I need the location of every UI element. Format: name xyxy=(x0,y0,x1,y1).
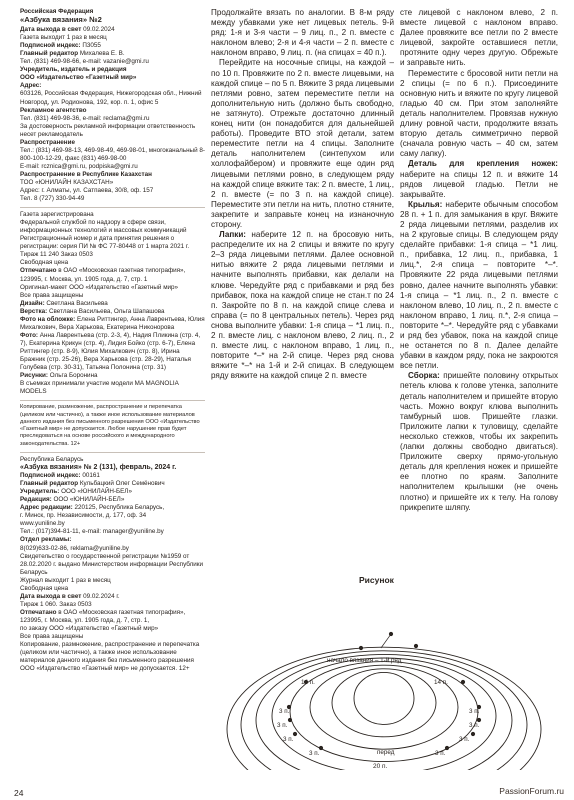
paragraph-text: наберите 12 п. на бросовую нить, распределите их на 2 спицы и вяжите по кругу 2–3 ряда лицевыми петлями. Далее основной нитью вяжите 2 ряда лицевыми петлями и начните выполнять прибавки, как делали на клюве. Чередуйте ряд с прибавками и ряд без прибавок, пока на каждой спице не стан.т по 24 п. Закройте по 8 п. на каждой спице слева и справа (= по 8 центральных петель). Через ряд снова выполните убавки: 1-я спица – *1 лиц. п., 2 п. вместе лиц. с наклоном влево, 2 лиц. п., 2 п. вместе лиц. с наклоном вправо, 1 лиц. п., повторите *–* на 2-й спице. Через ряд снова вяжите *–* на 1-й и 2-й спицах. В следующем ряду вяжите на каждой спице 2 п. вместе xyxy=(211,230,394,381)
imprint-line-label: Фото: xyxy=(20,331,39,339)
imprint-line xyxy=(20,520,205,528)
imprint-line-text: 00161 xyxy=(80,472,100,480)
imprint-line xyxy=(20,504,205,512)
credits xyxy=(20,300,205,380)
imprint-line-label: Рисунки: xyxy=(20,372,48,380)
diagram-title: Рисунок xyxy=(359,575,394,585)
imprint-line xyxy=(20,179,205,187)
paragraph-text: наберите обычным способом 28 п. + 1 п. для замыкания в круг. Вяжите 2 ряда лицевыми петлями, разделив их на 2 круговые спицы. В следующем ряду сделайте прибавки: 1-я спица – *1 лиц. п., прибавка, 12 лиц. п., прибавка, 1 лиц.*, 2-я спица – повторите *–*. Провяжите 22 ряда лицевыми петлями ровно, далее начните выполнять убавки: 1-я спица – *1 лиц. п., 2 п. вместе с наклоном влево, 10 лиц. п., 2 п. вместе с наклоном вправо, 1 лиц. п.*, 2-я спица – повторите *–*. Чередуйте ряд с убавками и ряд без убавок, пока на каждой спице не останется по 8 п. Далее делайте убавки в каждом ряду, пока не закроются все петли. xyxy=(400,199,558,371)
paragraph-heading: Крылья: xyxy=(408,199,443,209)
imprint-line-label: Учредитель: xyxy=(20,488,60,496)
imprint-line-label: Главный редактор xyxy=(20,480,79,488)
rights: Все права защищены xyxy=(20,291,84,299)
imprint-line xyxy=(20,163,205,171)
imprint-line xyxy=(20,187,205,195)
imprint-line-text: Копирование, размножение, распространение и перепечатка (целиком или частично), а также иное использование материалов данного издания без письменного разрешения ООО «Издательство «Газетный мир» не допускается. 12+ xyxy=(20,641,200,673)
label-3-l4: 3 п. xyxy=(309,750,320,757)
label-3-l2: 3 п. xyxy=(277,722,288,729)
imprint-line-label: Дата выхода в свет xyxy=(20,26,82,34)
imprint-line xyxy=(20,123,205,139)
row-oval xyxy=(290,662,478,762)
imprint-line-text: Тел. 8 (727) 330-94-49 xyxy=(20,195,85,203)
imprint-line xyxy=(20,536,205,544)
by-title: «Азбука вязания» № 2 (131), февраль, 2024 г. xyxy=(20,464,177,472)
imprint-line-text: ООО «ЮНИЛАЙН-БЕЛ» xyxy=(51,496,125,504)
imprint-line xyxy=(20,545,205,553)
imprint-line xyxy=(20,641,205,673)
imprint-line xyxy=(20,332,205,372)
imprint-line-text: 8(029)633-02-86, reklama@yuniline.by xyxy=(20,544,129,552)
imprint-line-text: П3055 xyxy=(80,42,101,50)
imprint-line-text: www.yuniline.by xyxy=(20,520,65,528)
imprint-line-text: Тел. (831) 469-98-66, e-mail: vazanie@gmi.ru xyxy=(20,58,149,66)
by-country: Республика Беларусь xyxy=(20,455,84,463)
copyright-note: Копирование, размножение, распространение и перепечатка (целиком или частично), а также иное использование материалов данного издания без письменного разрешения ООО «Издательство «Газетный мир» не допускается. Любое нарушение прав будет преследоваться на основе российского и международного законодательства. 12+ xyxy=(20,404,200,447)
instruction-paragraph xyxy=(400,159,558,199)
label-3-r1: 3 п. xyxy=(469,708,480,715)
imprint-line-text: 603126, Российская Федерация, Нижегородская обл., Нижний Новгород, ул. Родионова, 192, кор. п. 1, офис 5 xyxy=(20,90,202,106)
imprint-line-text: Елена Риттингер, Анна Лаврентьева, Юлия Михалкович, Вера Харькова, Екатерина Никонорова xyxy=(20,315,205,331)
paragraph-text: наберите на спицы 12 п. и вяжите 14 рядов лицевой гладью. Петли не закрывайте. xyxy=(400,169,558,199)
imprint-line-label: Распространение xyxy=(20,138,75,146)
row-marker-dot xyxy=(319,746,323,750)
imprint-line xyxy=(20,58,205,66)
imprint-line xyxy=(20,90,205,106)
label-14-left: 14 п. xyxy=(301,679,315,686)
instructions-column-2 xyxy=(400,8,558,513)
by-imprint-lines xyxy=(20,472,205,673)
imprint-line xyxy=(20,609,205,625)
imprint-line-text: по заказу ООО «Издательство «Газетный мир» xyxy=(20,624,159,632)
label-3-l1: 3 п. xyxy=(279,708,290,715)
label-14-right: 14 п. xyxy=(434,679,448,686)
imprint-line-label: Дата выхода в свет xyxy=(20,592,82,600)
imprint-line-text: 09.02.2024 xyxy=(81,26,115,34)
imprint-line-label: ООО «Издательство «Газетный мир» xyxy=(20,74,137,82)
imprint-line xyxy=(20,633,205,641)
imprint-line-label: Адрес редакции: xyxy=(20,504,73,512)
imprint-line xyxy=(20,601,205,609)
paragraph-text: Продолжайте вязать по аналогии. В 8-м ряду между убавками уже нет лицевых петель. 9-й ряд: 1-я и 3-я части – 9 лиц. п., 2 п. вместе с наклоном влево; 2-я и 4-я части – 2 п. вместе с наклоном вправо, 9 лиц. п. (на спицах = 40 п.). xyxy=(211,8,394,58)
imprint-line-text: г. Минск, пр. Независимости, д. 177, оф. 34 xyxy=(20,512,147,520)
imprint-line xyxy=(20,593,205,601)
models-note: В съемках принимали участие модели MA MAGNOLIA MODELS xyxy=(20,380,179,396)
rf-title: «Азбука вязания» №2 xyxy=(20,15,102,25)
imprint-column xyxy=(20,8,205,673)
imprint-line xyxy=(20,26,205,34)
label-3-l3: 3 п. xyxy=(283,736,294,743)
imprint-line-text: ООО «ЮНИЛАЙН-БЕЛ» xyxy=(59,488,132,496)
row-marker-dot xyxy=(445,746,449,750)
imprint-line xyxy=(20,480,205,488)
imprint-line-label: Редакция: xyxy=(20,496,52,504)
imprint-line-text: Свободная цена xyxy=(20,584,69,592)
paragraph-heading: Деталь для крепления ножек: xyxy=(408,159,558,169)
start-leader-line xyxy=(381,634,391,648)
imprint-line xyxy=(20,115,205,123)
imprint-line-label: Подписной индекс: xyxy=(20,42,81,50)
imprint-line-label: Учредитель, издатель и редакция xyxy=(20,66,127,74)
imprint-line-label: Верстка: xyxy=(20,307,48,315)
start-label: начало вязания – 1-й ряд xyxy=(327,657,402,664)
rf-imprint-lines xyxy=(20,26,205,203)
imprint-line-label: Рекламное агентство xyxy=(20,106,87,114)
imprint-line-text: Свидетельство о государственной регистрации №1959 от 28.02.2020 г. выдано Министерством информации Республики Беларусь xyxy=(20,552,204,576)
imprint-line-text: ТОО «ЮНИЛАЙН КАЗАХСТАН» xyxy=(20,178,114,186)
imprint-line-label: Распространение в Республике Казахстан xyxy=(20,170,152,178)
label-3-r4: 3 п. xyxy=(435,750,446,757)
imprint-line-label: Подписной индекс: xyxy=(20,472,81,480)
paragraph-text: пришейте половину открытых петель клюва к голове утенка, заполните деталь наполнителем и пришейте вторую часть. Можно вокруг клюва выполнить тамбурный шов. Пришейте глазки. Приложите лапки к туловищу, сделайте несколько стежков, чтобы их закрепить (лапки должны свободно двигаться). Приложите сверху прямо-угольную деталь для крепления ножек и пришейте ее плотно по краям. Заполните наполнителем крылышки (не очень плотно) и пришейте их к телу. На голову прикрепите шляпу. xyxy=(400,371,558,512)
imprint-line-text: Газета выходит 1 раз в месяц xyxy=(20,34,107,42)
row-marker-dot xyxy=(293,732,297,736)
imprint-line-text: Тираж 1 060. Заказ 0503 xyxy=(20,600,92,608)
imprint-line-label: Дизайн: xyxy=(20,299,45,307)
imprint-line xyxy=(20,139,205,147)
row-marker-dot xyxy=(471,732,475,736)
instructions-column-1 xyxy=(211,8,394,381)
imprint-line-label: Отдел рекламы: xyxy=(20,536,72,544)
imprint-line-label: Фото на обложке: xyxy=(20,315,76,323)
imprint-line-text: 220125, Республика Беларусь, xyxy=(72,504,165,512)
instruction-paragraph xyxy=(211,8,394,58)
imprint-line-text: Все права защищены xyxy=(20,633,84,641)
imprint-line xyxy=(20,300,205,308)
instruction-paragraph xyxy=(400,200,558,372)
imprint-line xyxy=(20,316,205,332)
divider xyxy=(20,452,205,453)
imprint-line xyxy=(20,488,205,496)
registration-line: Тираж 11 240 Заказ 0503 xyxy=(20,251,93,259)
imprint-line-label: Адрес: xyxy=(20,82,42,90)
imprint-line xyxy=(20,372,205,380)
imprint-line xyxy=(20,512,205,520)
registration-lines xyxy=(20,211,205,267)
imprint-line xyxy=(20,147,205,163)
knitting-diagram xyxy=(211,574,558,770)
paragraph-text: Перейдите на носочные спицы, на каждой – по 10 п. Провяжите по 2 п. вместе лицевыми, на каждой спице – по 5 п. Вяжите 3 ряда лицевыми петлями ровно, затем переместите петли на дополнительную нить (должно быть свободно, не затянуто). Отрежьте достаточно длинный конец нити (он понадобится для дальнейшей работы). Проведите ВТО этой детали, затем переместите петли на 4 спицы. Заполните деталь наполнителем (синтепухом или холлофайбером) и провяжите еще один ряд лицевыми петлями ровно, в следующем ряду на каждой спице вяжите так: 2 п. вместе, 1 лиц., 2 п. вместе (= по 3 п. на каждой спице). Переместите эти петли на нить, плотно стяните, закрепите и заправьте конец на изнаночную сторону. xyxy=(211,58,394,229)
print-info: Отпечатано в ОАО «Московская газетная типография», 123995, г. Москва, ул. 1905 года, д. 7, стр. 1 xyxy=(20,267,186,283)
row-oval xyxy=(354,672,414,724)
imprint-line xyxy=(20,74,205,82)
imprint-line-text: Тел. (831) 469-98-36, e-mail: reclama@gmi.ru xyxy=(20,114,150,122)
imprint-line-text: Тел.: (831) 469-98-13, 469-98-49, 469-98-01, многоканальный 8-800-100-12-29, факс (831) 469-98-00 xyxy=(20,146,205,162)
registration-line: Федеральной службой по надзору в сфере связи, информационных технологий и массовых коммуникаций xyxy=(20,219,187,235)
imprint-line xyxy=(20,472,205,480)
imprint-line xyxy=(20,171,205,179)
instruction-paragraph xyxy=(400,371,558,512)
divider xyxy=(20,400,205,401)
imprint-line xyxy=(20,50,205,58)
imprint-line-text: Ольга Боронина xyxy=(48,372,98,380)
imprint-line xyxy=(20,107,205,115)
row-marker-dot xyxy=(288,718,292,722)
label-20: 20 п. xyxy=(373,763,388,770)
imprint-line xyxy=(20,585,205,593)
imprint-line xyxy=(20,528,205,536)
imprint-line-text: Адрес: г. Алматы, ул. Сатпаева, 30/8, оф. 157 xyxy=(20,187,154,195)
imprint-line xyxy=(20,625,205,633)
imprint-line-text: E-mail: rcznica@gmi.ru, podpiska@gmi.ru xyxy=(20,162,138,170)
label-3-r2: 3 п. xyxy=(469,722,480,729)
instruction-paragraph xyxy=(400,69,558,160)
paragraph-text: Переместите с бросовой нити петли на 2 спицы (= по 6 п.). Присоедините основную нить и вяжите по кругу лицевой гладью 40 см. При этом заполняйте деталь наполнителем. Провязав нужную длину ровной части, продолжите вязать вторую деталь симметрично первой (сначала ровную часть – 40 см, затем саму лапку). xyxy=(400,68,558,159)
imprint-line xyxy=(20,308,205,316)
watermark: PassionForum.ru xyxy=(499,786,564,796)
imprint-line xyxy=(20,34,205,42)
imprint-line-text: За достоверность рекламной информации ответственность несет рекламодатель xyxy=(20,122,196,138)
registration-line: Регистрационный номер и дата принятия решения о регистрации: серия ПИ № ФС 77-80448 от 1 марта 2021 г. xyxy=(20,235,190,251)
row-oval xyxy=(332,669,436,737)
imprint-line xyxy=(20,553,205,577)
imprint-line-text: Михалева Е. В. xyxy=(78,50,125,58)
imprint-line-text: 09.02.2024 г. xyxy=(81,592,120,600)
registration-line: Свободная цена xyxy=(20,259,69,267)
row-marker-dot xyxy=(359,646,363,650)
imprint-line-text: Тел.: (017)394-81-11, e-mail: manager@yuniline.by xyxy=(20,528,164,536)
instruction-paragraph xyxy=(211,230,394,381)
imprint-line-text: Кульбацкий Олег Семёнович xyxy=(78,480,165,488)
row-marker-dot xyxy=(414,644,418,648)
paragraph-heading: Лапки: xyxy=(219,230,246,240)
imprint-line xyxy=(20,577,205,585)
row-marker-dot xyxy=(461,680,465,684)
divider xyxy=(20,207,205,208)
imprint-line xyxy=(20,195,205,203)
imprint-line-text: Анна Лаврентьева (стр. 2-3, 4), Надия Пликина (стр. 4, 7), Екатерина Крикун (стр. 4), Лидия Бойко (стр. 6-7), Елена Риттингер (стр. 8-9), Юлия Михалкович (стр. 8), Ирина Бражник (стр. 25-26), Вера Харькова (стр. 28-29), Наталья Голубева (стр. 30-31), Татьяна Полонина (стр. 31) xyxy=(20,331,201,372)
imprint-line-label: Отпечатано xyxy=(20,608,57,616)
rf-country: Российская Федерация xyxy=(20,8,94,15)
imprint-line-text: Светлана Васильева, Ольга Шапашова xyxy=(47,307,165,315)
imprint-line-label: Главный редактор xyxy=(20,50,79,58)
registration-line: Газета зарегистрирована xyxy=(20,211,94,219)
imprint-line-text: в ОАО «Московская газетная типография», 123995, г. Москва, ул. 1905 года, д. 7, стр. 1, xyxy=(20,608,186,624)
instruction-paragraph xyxy=(211,58,394,230)
label-3-r3: 3 п. xyxy=(459,736,470,743)
imprint-line-text: Светлана Васильева xyxy=(44,299,108,307)
original-layout: Оригинал-макет ООО «Издательство «Газетный мир» xyxy=(20,283,179,291)
instruction-paragraph xyxy=(400,8,558,69)
diagram-svg xyxy=(211,574,558,770)
front-label: перед xyxy=(377,749,395,756)
page-number: 24 xyxy=(14,788,24,798)
paragraph-text: сте лицевой с наклоном влево, 2 п. вместе лицевой с наклоном вправо. Далее провяжите все петли по 2 вместе лицевой, закройте оставшиеся петли, протяните одну через другую. Обрежьте и заправьте нить. xyxy=(400,8,558,68)
imprint-line-text: Журнал выходит 1 раз в месяц xyxy=(20,576,111,584)
paragraph-heading: Сборка: xyxy=(408,371,440,381)
